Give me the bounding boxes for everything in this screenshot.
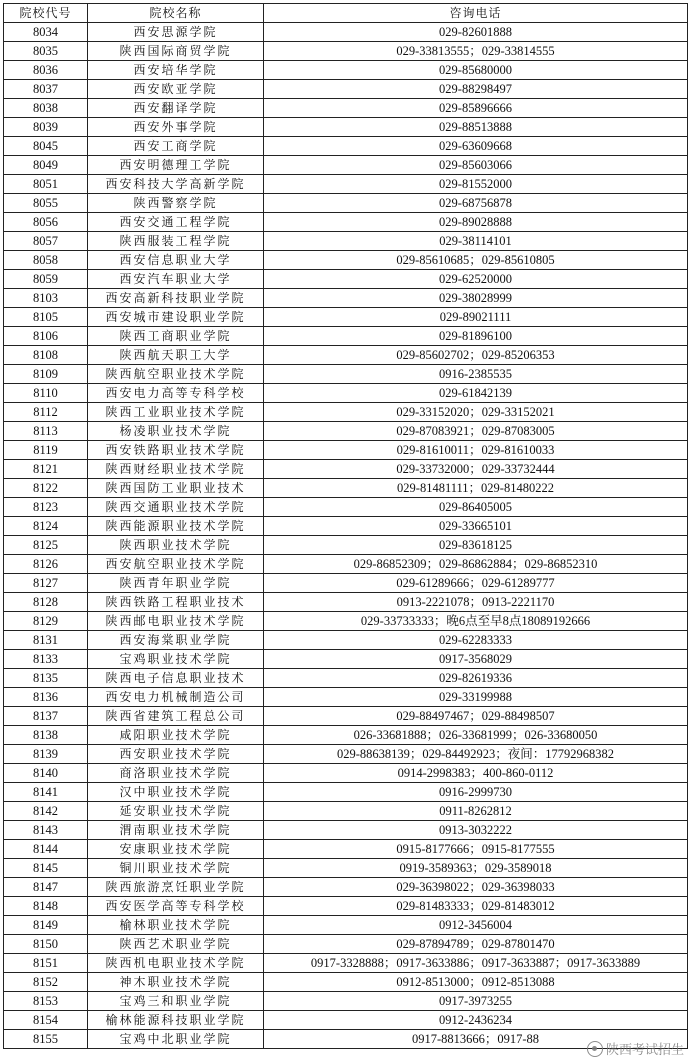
phone-cell: 029-89021111 bbox=[264, 308, 688, 327]
phone-cell: 029-88298497 bbox=[264, 80, 688, 99]
school-code-cell: 8155 bbox=[4, 1030, 88, 1049]
school-code-cell: 8150 bbox=[4, 935, 88, 954]
school-code-cell: 8045 bbox=[4, 137, 88, 156]
phone-cell: 029-33732000；029-33732444 bbox=[264, 460, 688, 479]
table-row bbox=[4, 99, 688, 118]
school-name-cell: 宝鸡三和职业学院 bbox=[88, 992, 264, 1011]
phone-cell: 029-33152020；029-33152021 bbox=[264, 403, 688, 422]
school-code-cell: 8125 bbox=[4, 536, 88, 555]
phone-cell: 029-38028999 bbox=[264, 289, 688, 308]
school-code-cell: 8037 bbox=[4, 80, 88, 99]
table-row bbox=[4, 878, 688, 897]
school-code-cell: 8058 bbox=[4, 251, 88, 270]
school-code-cell: 8139 bbox=[4, 745, 88, 764]
phone-cell: 029-88497467；029-88498507 bbox=[264, 707, 688, 726]
school-code-cell: 8105 bbox=[4, 308, 88, 327]
table-row bbox=[4, 688, 688, 707]
school-code-cell: 8126 bbox=[4, 555, 88, 574]
table-row bbox=[4, 194, 688, 213]
school-name-cell: 咸阳职业技术学院 bbox=[88, 726, 264, 745]
table-row bbox=[4, 61, 688, 80]
school-name-cell: 西安工商学院 bbox=[88, 137, 264, 156]
phone-cell: 029-85896666 bbox=[264, 99, 688, 118]
table-row bbox=[4, 479, 688, 498]
phone-cell: 0913-2221078；0913-2221170 bbox=[264, 593, 688, 612]
phone-cell: 0917-8813666；0917-88 bbox=[264, 1030, 688, 1049]
school-code-cell: 8059 bbox=[4, 270, 88, 289]
school-name-cell: 西安明德理工学院 bbox=[88, 156, 264, 175]
phone-cell: 029-33813555；029-33814555 bbox=[264, 42, 688, 61]
table-row bbox=[4, 783, 688, 802]
watermark bbox=[587, 1039, 684, 1058]
school-name-cell: 西安翻译学院 bbox=[88, 99, 264, 118]
table-row bbox=[4, 327, 688, 346]
school-name-cell: 陕西航空职业技术学院 bbox=[88, 365, 264, 384]
table-row bbox=[4, 593, 688, 612]
school-code-cell: 8145 bbox=[4, 859, 88, 878]
school-name-cell: 陕西艺术职业学院 bbox=[88, 935, 264, 954]
phone-cell: 029-63609668 bbox=[264, 137, 688, 156]
school-name-cell: 陕西职业技术学院 bbox=[88, 536, 264, 555]
school-code-cell: 8051 bbox=[4, 175, 88, 194]
school-name-cell: 杨凌职业技术学院 bbox=[88, 422, 264, 441]
phone-cell: 0917-3568029 bbox=[264, 650, 688, 669]
school-name-cell: 榆林能源科技职业学院 bbox=[88, 1011, 264, 1030]
school-name-cell: 宝鸡中北职业学院 bbox=[88, 1030, 264, 1049]
phone-cell: 029-61289666；029-61289777 bbox=[264, 574, 688, 593]
school-code-cell: 8127 bbox=[4, 574, 88, 593]
phone-cell: 029-89028888 bbox=[264, 213, 688, 232]
table-row bbox=[4, 536, 688, 555]
table-header-row bbox=[4, 4, 688, 23]
school-name-cell: 西安欧亚学院 bbox=[88, 80, 264, 99]
table-row bbox=[4, 669, 688, 688]
school-code-cell: 8057 bbox=[4, 232, 88, 251]
table-row bbox=[4, 726, 688, 745]
school-code-cell: 8149 bbox=[4, 916, 88, 935]
school-code-cell: 8128 bbox=[4, 593, 88, 612]
school-code-cell: 8142 bbox=[4, 802, 88, 821]
school-code-cell: 8133 bbox=[4, 650, 88, 669]
phone-cell: 029-87083921；029-87083005 bbox=[264, 422, 688, 441]
school-code-cell: 8144 bbox=[4, 840, 88, 859]
school-name-cell: 西安电力机械制造公司 bbox=[88, 688, 264, 707]
school-name-cell: 汉中职业技术学院 bbox=[88, 783, 264, 802]
weibo-icon bbox=[587, 1041, 603, 1057]
school-code-cell: 8112 bbox=[4, 403, 88, 422]
table-row bbox=[4, 270, 688, 289]
table-row bbox=[4, 802, 688, 821]
school-code-cell: 8109 bbox=[4, 365, 88, 384]
school-code-cell: 8135 bbox=[4, 669, 88, 688]
phone-cell: 029-88638139；029-84492923；夜间：17792968382 bbox=[264, 745, 688, 764]
school-name-cell: 西安职业技术学院 bbox=[88, 745, 264, 764]
school-code-cell: 8129 bbox=[4, 612, 88, 631]
table-row bbox=[4, 517, 688, 536]
table-row bbox=[4, 289, 688, 308]
table-row bbox=[4, 916, 688, 935]
phone-cell: 0915-8177666；0915-8177555 bbox=[264, 840, 688, 859]
school-name-cell: 延安职业技术学院 bbox=[88, 802, 264, 821]
phone-cell: 0912-8513000；0912-8513088 bbox=[264, 973, 688, 992]
phone-cell: 029-33199988 bbox=[264, 688, 688, 707]
table-row bbox=[4, 840, 688, 859]
school-code-cell: 8136 bbox=[4, 688, 88, 707]
school-name-cell: 陕西交通职业技术学院 bbox=[88, 498, 264, 517]
school-name-cell: 陕西机电职业技术学院 bbox=[88, 954, 264, 973]
table-row bbox=[4, 156, 688, 175]
phone-cell: 029-38114101 bbox=[264, 232, 688, 251]
phone-cell: 0912-3456004 bbox=[264, 916, 688, 935]
school-name-cell: 陕西警察学院 bbox=[88, 194, 264, 213]
phone-cell: 0917-3328888；0917-3633886；0917-3633887；0917-3633889 bbox=[264, 954, 688, 973]
school-code-cell: 8056 bbox=[4, 213, 88, 232]
phone-cell: 029-85680000 bbox=[264, 61, 688, 80]
table-row bbox=[4, 251, 688, 270]
table-row bbox=[4, 992, 688, 1011]
table-row bbox=[4, 365, 688, 384]
table-row bbox=[4, 745, 688, 764]
table-row bbox=[4, 137, 688, 156]
phone-cell: 029-81481111；029-81480222 bbox=[264, 479, 688, 498]
phone-cell: 029-86405005 bbox=[264, 498, 688, 517]
school-name-cell: 商洛职业技术学院 bbox=[88, 764, 264, 783]
header-school-name: 院校名称 bbox=[88, 4, 264, 23]
phone-cell: 029-36398022；029-36398033 bbox=[264, 878, 688, 897]
school-name-cell: 西安外事学院 bbox=[88, 118, 264, 137]
table-row bbox=[4, 935, 688, 954]
school-code-cell: 8108 bbox=[4, 346, 88, 365]
phone-cell: 029-85603066 bbox=[264, 156, 688, 175]
phone-cell: 029-62283333 bbox=[264, 631, 688, 650]
school-code-cell: 8137 bbox=[4, 707, 88, 726]
table-row bbox=[4, 232, 688, 251]
school-name-cell: 陕西财经职业技术学院 bbox=[88, 460, 264, 479]
school-name-cell: 陕西青年职业学院 bbox=[88, 574, 264, 593]
school-code-cell: 8036 bbox=[4, 61, 88, 80]
school-code-cell: 8154 bbox=[4, 1011, 88, 1030]
phone-cell: 0914-2998383；400-860-0112 bbox=[264, 764, 688, 783]
school-code-cell: 8138 bbox=[4, 726, 88, 745]
school-code-cell: 8049 bbox=[4, 156, 88, 175]
phone-cell: 029-81552000 bbox=[264, 175, 688, 194]
table-row bbox=[4, 346, 688, 365]
school-name-cell: 西安科技大学高新学院 bbox=[88, 175, 264, 194]
school-name-cell: 陕西国防工业职业技术 bbox=[88, 479, 264, 498]
phone-cell: 029-61842139 bbox=[264, 384, 688, 403]
table-row bbox=[4, 897, 688, 916]
school-code-cell: 8148 bbox=[4, 897, 88, 916]
table-row bbox=[4, 308, 688, 327]
school-name-cell: 陕西国际商贸学院 bbox=[88, 42, 264, 61]
table-row bbox=[4, 973, 688, 992]
phone-cell: 029-68756878 bbox=[264, 194, 688, 213]
school-name-cell: 西安思源学院 bbox=[88, 23, 264, 42]
table-row bbox=[4, 612, 688, 631]
phone-cell: 029-85602702；029-85206353 bbox=[264, 346, 688, 365]
school-name-cell: 陕西铁路工程职业技术 bbox=[88, 593, 264, 612]
table-row bbox=[4, 1011, 688, 1030]
phone-cell: 029-87894789；029-87801470 bbox=[264, 935, 688, 954]
school-code-cell: 8119 bbox=[4, 441, 88, 460]
school-name-cell: 西安航空职业技术学院 bbox=[88, 555, 264, 574]
school-code-cell: 8153 bbox=[4, 992, 88, 1011]
table-row bbox=[4, 23, 688, 42]
phone-cell: 029-86852309；029-86862884；029-86852310 bbox=[264, 555, 688, 574]
table-row bbox=[4, 403, 688, 422]
school-name-cell: 陕西旅游烹饪职业学院 bbox=[88, 878, 264, 897]
watermark-text: 陕西考试招生 bbox=[605, 1043, 684, 1058]
phone-cell: 029-33665101 bbox=[264, 517, 688, 536]
phone-cell: 0911-8262812 bbox=[264, 802, 688, 821]
school-code-cell: 8055 bbox=[4, 194, 88, 213]
phone-cell: 029-83618125 bbox=[264, 536, 688, 555]
table-row bbox=[4, 118, 688, 137]
school-name-cell: 西安交通工程学院 bbox=[88, 213, 264, 232]
phone-cell: 029-82619336 bbox=[264, 669, 688, 688]
school-name-cell: 宝鸡职业技术学院 bbox=[88, 650, 264, 669]
school-code-cell: 8151 bbox=[4, 954, 88, 973]
school-code-cell: 8034 bbox=[4, 23, 88, 42]
phone-cell: 026-33681888；026-33681999；026-33680050 bbox=[264, 726, 688, 745]
table-row bbox=[4, 80, 688, 99]
school-name-cell: 陕西工业职业技术学院 bbox=[88, 403, 264, 422]
school-code-cell: 8113 bbox=[4, 422, 88, 441]
school-name-cell: 陕西工商职业学院 bbox=[88, 327, 264, 346]
school-name-cell: 西安海棠职业学院 bbox=[88, 631, 264, 650]
school-code-cell: 8141 bbox=[4, 783, 88, 802]
table-row bbox=[4, 1030, 688, 1049]
phone-cell: 0912-2436234 bbox=[264, 1011, 688, 1030]
table-row bbox=[4, 707, 688, 726]
school-code-cell: 8106 bbox=[4, 327, 88, 346]
phone-cell: 029-82601888 bbox=[264, 23, 688, 42]
school-code-cell: 8038 bbox=[4, 99, 88, 118]
phone-cell: 029-33733333；晚6点至早8点18089192666 bbox=[264, 612, 688, 631]
school-name-cell: 西安汽车职业大学 bbox=[88, 270, 264, 289]
table-row bbox=[4, 175, 688, 194]
school-code-cell: 8035 bbox=[4, 42, 88, 61]
phone-cell: 029-88513888 bbox=[264, 118, 688, 137]
phone-cell: 0913-3032222 bbox=[264, 821, 688, 840]
school-code-cell: 8122 bbox=[4, 479, 88, 498]
school-name-cell: 神木职业技术学院 bbox=[88, 973, 264, 992]
phone-cell: 0916-2999730 bbox=[264, 783, 688, 802]
table-row bbox=[4, 384, 688, 403]
school-code-cell: 8147 bbox=[4, 878, 88, 897]
school-name-cell: 陕西航天职工大学 bbox=[88, 346, 264, 365]
school-code-cell: 8121 bbox=[4, 460, 88, 479]
school-name-cell: 西安医学高等专科学校 bbox=[88, 897, 264, 916]
table-row bbox=[4, 574, 688, 593]
phone-cell: 029-62520000 bbox=[264, 270, 688, 289]
school-name-cell: 榆林职业技术学院 bbox=[88, 916, 264, 935]
phone-cell: 0917-3973255 bbox=[264, 992, 688, 1011]
phone-cell: 0916-2385535 bbox=[264, 365, 688, 384]
table-row bbox=[4, 650, 688, 669]
school-code-cell: 8103 bbox=[4, 289, 88, 308]
school-code-cell: 8143 bbox=[4, 821, 88, 840]
table-row bbox=[4, 441, 688, 460]
school-code-cell: 8110 bbox=[4, 384, 88, 403]
school-name-cell: 陕西服装工程学院 bbox=[88, 232, 264, 251]
table-row bbox=[4, 460, 688, 479]
table-row bbox=[4, 42, 688, 61]
school-name-cell: 西安信息职业大学 bbox=[88, 251, 264, 270]
table-row bbox=[4, 631, 688, 650]
phone-cell: 029-81483333；029-81483012 bbox=[264, 897, 688, 916]
school-name-cell: 陕西省建筑工程总公司 bbox=[88, 707, 264, 726]
table-row bbox=[4, 213, 688, 232]
school-name-cell: 西安高新科技职业学院 bbox=[88, 289, 264, 308]
school-code-cell: 8123 bbox=[4, 498, 88, 517]
school-name-cell: 西安培华学院 bbox=[88, 61, 264, 80]
header-school-code: 院校代号 bbox=[4, 4, 88, 23]
header-phone: 咨询电话 bbox=[264, 4, 688, 23]
table-row bbox=[4, 422, 688, 441]
school-name-cell: 陕西电子信息职业技术 bbox=[88, 669, 264, 688]
school-name-cell: 西安铁路职业技术学院 bbox=[88, 441, 264, 460]
school-name-cell: 铜川职业技术学院 bbox=[88, 859, 264, 878]
table-row bbox=[4, 555, 688, 574]
school-code-cell: 8152 bbox=[4, 973, 88, 992]
school-name-cell: 渭南职业技术学院 bbox=[88, 821, 264, 840]
school-code-cell: 8039 bbox=[4, 118, 88, 137]
school-code-cell: 8140 bbox=[4, 764, 88, 783]
table-row bbox=[4, 498, 688, 517]
school-code-cell: 8131 bbox=[4, 631, 88, 650]
school-name-cell: 西安电力高等专科学校 bbox=[88, 384, 264, 403]
school-code-cell: 8124 bbox=[4, 517, 88, 536]
school-name-cell: 陕西能源职业技术学院 bbox=[88, 517, 264, 536]
phone-cell: 029-85610685；029-85610805 bbox=[264, 251, 688, 270]
table-row bbox=[4, 821, 688, 840]
phone-cell: 029-81896100 bbox=[264, 327, 688, 346]
school-name-cell: 陕西邮电职业技术学院 bbox=[88, 612, 264, 631]
admissions-contact-table bbox=[3, 3, 688, 1049]
table-row bbox=[4, 954, 688, 973]
school-name-cell: 安康职业技术学院 bbox=[88, 840, 264, 859]
table-row bbox=[4, 764, 688, 783]
table-row bbox=[4, 859, 688, 878]
table-body bbox=[4, 23, 688, 1049]
phone-cell: 029-81610011；029-81610033 bbox=[264, 441, 688, 460]
school-name-cell: 西安城市建设职业学院 bbox=[88, 308, 264, 327]
phone-cell: 0919-3589363；029-3589018 bbox=[264, 859, 688, 878]
